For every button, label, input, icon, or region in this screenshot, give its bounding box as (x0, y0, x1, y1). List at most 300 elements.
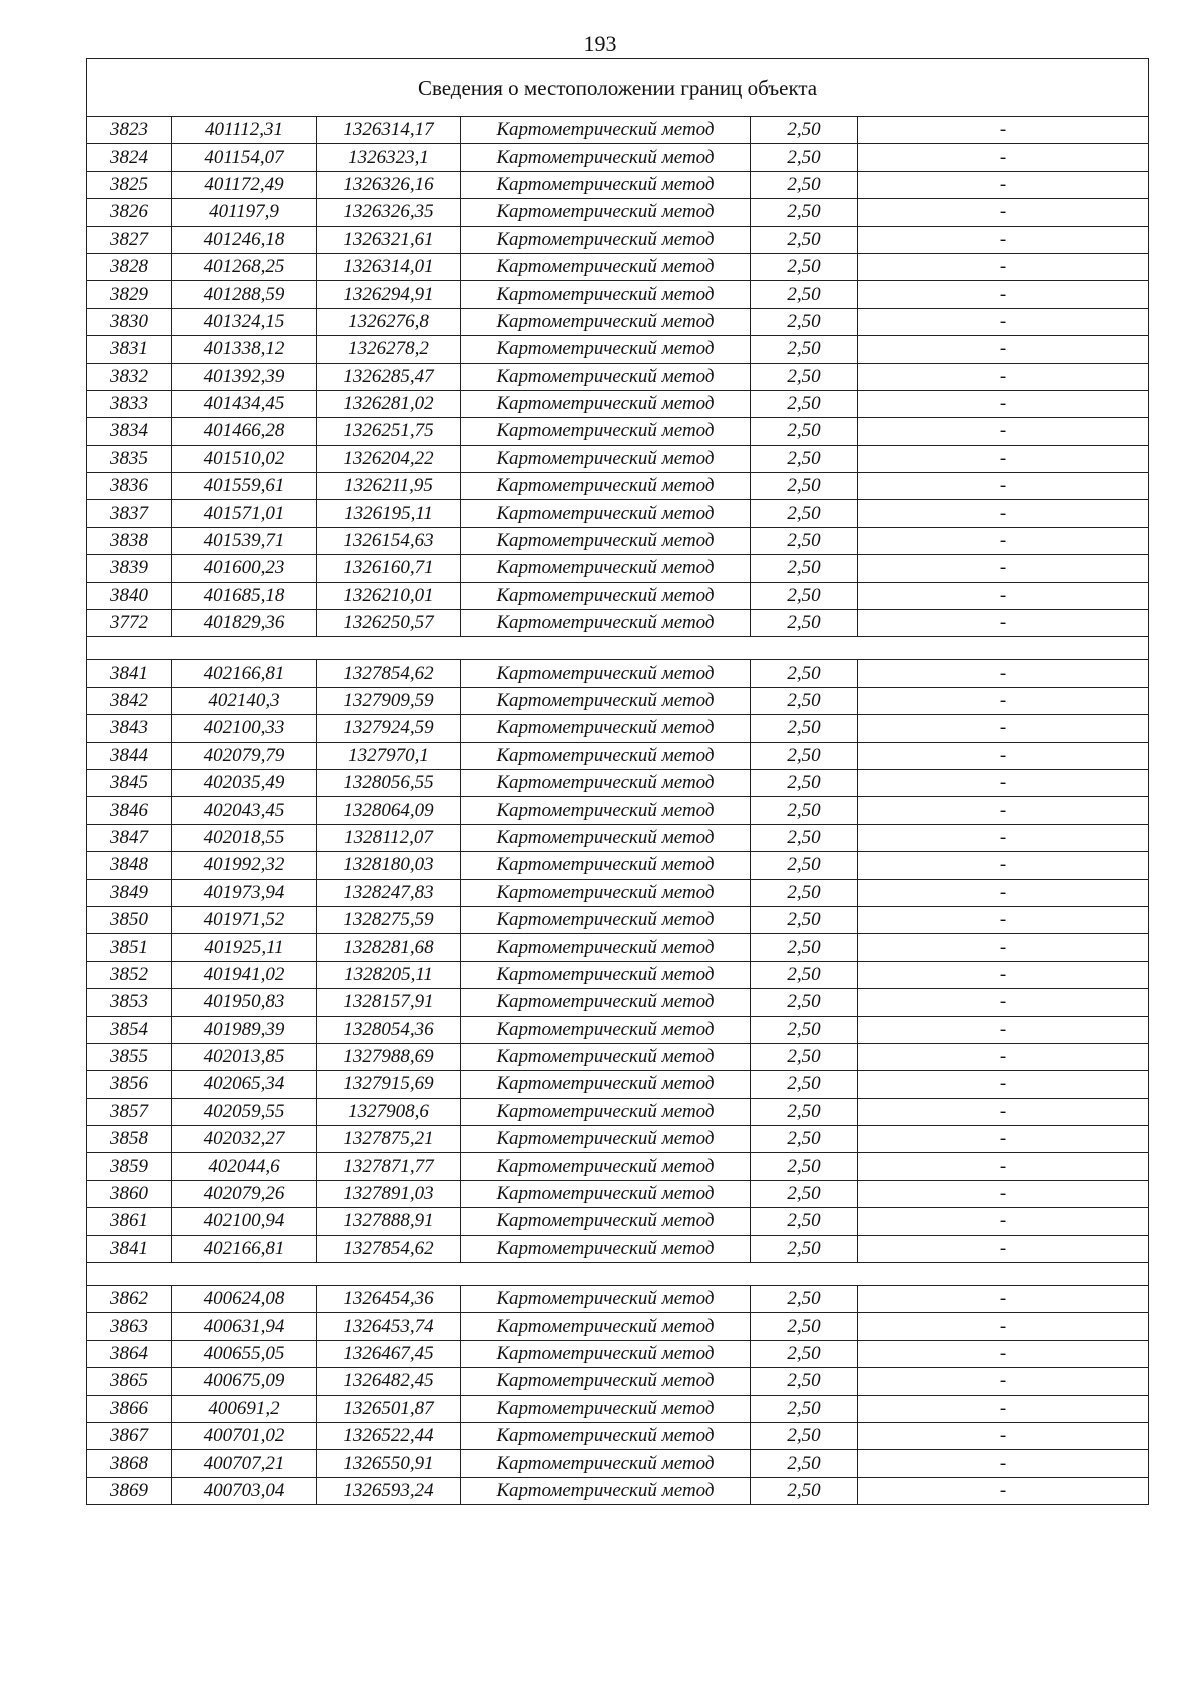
description-cell: - (858, 660, 1149, 687)
description-cell: - (858, 253, 1149, 280)
y-coordinate-cell: 1328056,55 (317, 769, 461, 796)
x-coordinate-cell: 401941,02 (172, 961, 317, 988)
accuracy-cell: 2,50 (751, 1286, 858, 1313)
description-cell: - (858, 473, 1149, 500)
x-coordinate-cell: 401973,94 (172, 879, 317, 906)
y-coordinate-cell: 1327871,77 (317, 1153, 461, 1180)
description-cell: - (858, 1450, 1149, 1477)
table-row (87, 117, 1149, 144)
method-cell: Картометрический метод (461, 1313, 751, 1340)
table-row (87, 1368, 1149, 1395)
y-coordinate-cell: 1328112,07 (317, 824, 461, 851)
table-row (87, 390, 1149, 417)
x-coordinate-cell: 402018,55 (172, 824, 317, 851)
group-separator (87, 637, 1149, 660)
x-coordinate-cell: 401992,32 (172, 852, 317, 879)
accuracy-cell: 2,50 (751, 1180, 858, 1207)
method-cell: Картометрический метод (461, 1153, 751, 1180)
y-coordinate-cell: 1326314,17 (317, 117, 461, 144)
point-number-cell: 3827 (87, 226, 172, 253)
y-coordinate-cell: 1328054,36 (317, 1016, 461, 1043)
table-row (87, 687, 1149, 714)
y-coordinate-cell: 1327988,69 (317, 1043, 461, 1070)
table-row (87, 961, 1149, 988)
point-number-cell: 3824 (87, 144, 172, 171)
description-cell: - (858, 1208, 1149, 1235)
method-cell: Картометрический метод (461, 1368, 751, 1395)
point-number-cell: 3839 (87, 555, 172, 582)
y-coordinate-cell: 1327854,62 (317, 1235, 461, 1262)
point-number-cell: 3861 (87, 1208, 172, 1235)
page-number: 193 (583, 31, 617, 56)
point-number-cell: 3862 (87, 1286, 172, 1313)
x-coordinate-cell: 402035,49 (172, 769, 317, 796)
method-cell: Картометрический метод (461, 336, 751, 363)
accuracy-cell: 2,50 (751, 715, 858, 742)
y-coordinate-cell: 1326454,36 (317, 1286, 461, 1313)
method-cell: Картометрический метод (461, 1477, 751, 1504)
x-coordinate-cell: 401246,18 (172, 226, 317, 253)
x-coordinate-cell: 401971,52 (172, 906, 317, 933)
method-cell: Картометрический метод (461, 1422, 751, 1449)
x-coordinate-cell: 400624,08 (172, 1286, 317, 1313)
description-cell: - (858, 336, 1149, 363)
point-number-cell: 3857 (87, 1098, 172, 1125)
point-number-cell: 3836 (87, 473, 172, 500)
table-row (87, 660, 1149, 687)
table-row (87, 1235, 1149, 1262)
table-row (87, 226, 1149, 253)
table-row (87, 742, 1149, 769)
accuracy-cell: 2,50 (751, 281, 858, 308)
method-cell: Картометрический метод (461, 715, 751, 742)
table-row (87, 610, 1149, 637)
x-coordinate-cell: 400675,09 (172, 1368, 317, 1395)
accuracy-cell: 2,50 (751, 934, 858, 961)
accuracy-cell: 2,50 (751, 1477, 858, 1504)
method-cell: Картометрический метод (461, 281, 751, 308)
y-coordinate-cell: 1326250,57 (317, 610, 461, 637)
description-cell: - (858, 1126, 1149, 1153)
description-cell: - (858, 1422, 1149, 1449)
y-coordinate-cell: 1328205,11 (317, 961, 461, 988)
description-cell: - (858, 1071, 1149, 1098)
y-coordinate-cell: 1327908,6 (317, 1098, 461, 1125)
point-number-cell: 3865 (87, 1368, 172, 1395)
table-row (87, 1450, 1149, 1477)
x-coordinate-cell: 402100,33 (172, 715, 317, 742)
description-cell: - (858, 742, 1149, 769)
accuracy-cell: 2,50 (751, 199, 858, 226)
table-row (87, 769, 1149, 796)
description-cell: - (858, 769, 1149, 796)
description-cell: - (858, 1340, 1149, 1367)
method-cell: Картометрический метод (461, 363, 751, 390)
point-number-cell: 3835 (87, 445, 172, 472)
x-coordinate-cell: 401268,25 (172, 253, 317, 280)
y-coordinate-cell: 1326251,75 (317, 418, 461, 445)
x-coordinate-cell: 401925,11 (172, 934, 317, 961)
description-cell: - (858, 852, 1149, 879)
accuracy-cell: 2,50 (751, 308, 858, 335)
table-row (87, 797, 1149, 824)
x-coordinate-cell: 402079,26 (172, 1180, 317, 1207)
y-coordinate-cell: 1328064,09 (317, 797, 461, 824)
table-row (87, 1477, 1149, 1504)
y-coordinate-cell: 1328281,68 (317, 934, 461, 961)
table-row (87, 906, 1149, 933)
method-cell: Картометрический метод (461, 660, 751, 687)
point-number-cell: 3837 (87, 500, 172, 527)
table-row (87, 1153, 1149, 1180)
x-coordinate-cell: 401539,71 (172, 527, 317, 554)
description-cell: - (858, 824, 1149, 851)
x-coordinate-cell: 402166,81 (172, 1235, 317, 1262)
method-cell: Картометрический метод (461, 500, 751, 527)
point-number-cell: 3859 (87, 1153, 172, 1180)
y-coordinate-cell: 1326211,95 (317, 473, 461, 500)
y-coordinate-cell: 1326276,8 (317, 308, 461, 335)
point-number-cell: 3830 (87, 308, 172, 335)
x-coordinate-cell: 401829,36 (172, 610, 317, 637)
x-coordinate-cell: 400703,04 (172, 1477, 317, 1504)
description-cell: - (858, 363, 1149, 390)
accuracy-cell: 2,50 (751, 1098, 858, 1125)
description-cell: - (858, 527, 1149, 554)
x-coordinate-cell: 400631,94 (172, 1313, 317, 1340)
y-coordinate-cell: 1326160,71 (317, 555, 461, 582)
table-row (87, 1422, 1149, 1449)
x-coordinate-cell: 401510,02 (172, 445, 317, 472)
method-cell: Картометрический метод (461, 390, 751, 417)
accuracy-cell: 2,50 (751, 336, 858, 363)
y-coordinate-cell: 1326550,91 (317, 1450, 461, 1477)
description-cell: - (858, 1477, 1149, 1504)
accuracy-cell: 2,50 (751, 500, 858, 527)
table-row (87, 1286, 1149, 1313)
method-cell: Картометрический метод (461, 1450, 751, 1477)
description-cell: - (858, 797, 1149, 824)
method-cell: Картометрический метод (461, 852, 751, 879)
table-row (87, 144, 1149, 171)
table-body (87, 59, 1149, 1505)
description-cell: - (858, 1098, 1149, 1125)
y-coordinate-cell: 1326501,87 (317, 1395, 461, 1422)
table-row (87, 1098, 1149, 1125)
x-coordinate-cell: 402059,55 (172, 1098, 317, 1125)
point-number-cell: 3826 (87, 199, 172, 226)
description-cell: - (858, 961, 1149, 988)
accuracy-cell: 2,50 (751, 1422, 858, 1449)
accuracy-cell: 2,50 (751, 1126, 858, 1153)
y-coordinate-cell: 1327909,59 (317, 687, 461, 714)
table-row (87, 199, 1149, 226)
x-coordinate-cell: 402032,27 (172, 1126, 317, 1153)
y-coordinate-cell: 1326321,61 (317, 226, 461, 253)
table-row (87, 473, 1149, 500)
x-coordinate-cell: 401324,15 (172, 308, 317, 335)
description-cell: - (858, 308, 1149, 335)
y-coordinate-cell: 1326323,1 (317, 144, 461, 171)
method-cell: Картометрический метод (461, 824, 751, 851)
description-cell: - (858, 390, 1149, 417)
accuracy-cell: 2,50 (751, 879, 858, 906)
x-coordinate-cell: 401559,61 (172, 473, 317, 500)
y-coordinate-cell: 1328247,83 (317, 879, 461, 906)
y-coordinate-cell: 1327915,69 (317, 1071, 461, 1098)
y-coordinate-cell: 1326210,01 (317, 582, 461, 609)
table-row (87, 582, 1149, 609)
point-number-cell: 3843 (87, 715, 172, 742)
point-number-cell: 3868 (87, 1450, 172, 1477)
x-coordinate-cell: 402013,85 (172, 1043, 317, 1070)
x-coordinate-cell: 401338,12 (172, 336, 317, 363)
method-cell: Картометрический метод (461, 144, 751, 171)
method-cell: Картометрический метод (461, 879, 751, 906)
x-coordinate-cell: 402140,3 (172, 687, 317, 714)
y-coordinate-cell: 1326453,74 (317, 1313, 461, 1340)
y-coordinate-cell: 1326195,11 (317, 500, 461, 527)
point-number-cell: 3828 (87, 253, 172, 280)
method-cell: Картометрический метод (461, 582, 751, 609)
accuracy-cell: 2,50 (751, 1208, 858, 1235)
accuracy-cell: 2,50 (751, 769, 858, 796)
point-number-cell: 3847 (87, 824, 172, 851)
point-number-cell: 3853 (87, 989, 172, 1016)
y-coordinate-cell: 1328180,03 (317, 852, 461, 879)
y-coordinate-cell: 1326154,63 (317, 527, 461, 554)
method-cell: Картометрический метод (461, 1098, 751, 1125)
x-coordinate-cell: 401950,83 (172, 989, 317, 1016)
point-number-cell: 3866 (87, 1395, 172, 1422)
method-cell: Картометрический метод (461, 418, 751, 445)
description-cell: - (858, 199, 1149, 226)
y-coordinate-cell: 1327891,03 (317, 1180, 461, 1207)
table-row (87, 1180, 1149, 1207)
table-row (87, 1208, 1149, 1235)
accuracy-cell: 2,50 (751, 390, 858, 417)
point-number-cell: 3860 (87, 1180, 172, 1207)
method-cell: Картометрический метод (461, 742, 751, 769)
table-row (87, 281, 1149, 308)
table-row (87, 852, 1149, 879)
description-cell: - (858, 687, 1149, 714)
method-cell: Картометрический метод (461, 117, 751, 144)
method-cell: Картометрический метод (461, 797, 751, 824)
x-coordinate-cell: 401112,31 (172, 117, 317, 144)
point-number-cell: 3867 (87, 1422, 172, 1449)
table-row (87, 555, 1149, 582)
description-cell: - (858, 906, 1149, 933)
table-row (87, 1340, 1149, 1367)
y-coordinate-cell: 1327854,62 (317, 660, 461, 687)
accuracy-cell: 2,50 (751, 117, 858, 144)
x-coordinate-cell: 402100,94 (172, 1208, 317, 1235)
table-row (87, 336, 1149, 363)
x-coordinate-cell: 401392,39 (172, 363, 317, 390)
table-row (87, 1071, 1149, 1098)
y-coordinate-cell: 1327875,21 (317, 1126, 461, 1153)
description-cell: - (858, 1016, 1149, 1043)
point-number-cell: 3834 (87, 418, 172, 445)
y-coordinate-cell: 1327888,91 (317, 1208, 461, 1235)
accuracy-cell: 2,50 (751, 797, 858, 824)
y-coordinate-cell: 1326482,45 (317, 1368, 461, 1395)
table-row (87, 253, 1149, 280)
description-cell: - (858, 610, 1149, 637)
x-coordinate-cell: 401571,01 (172, 500, 317, 527)
method-cell: Картометрический метод (461, 989, 751, 1016)
method-cell: Картометрический метод (461, 1208, 751, 1235)
accuracy-cell: 2,50 (751, 824, 858, 851)
accuracy-cell: 2,50 (751, 1368, 858, 1395)
point-number-cell: 3864 (87, 1340, 172, 1367)
accuracy-cell: 2,50 (751, 1340, 858, 1367)
description-cell: - (858, 582, 1149, 609)
accuracy-cell: 2,50 (751, 742, 858, 769)
table-row (87, 500, 1149, 527)
y-coordinate-cell: 1326467,45 (317, 1340, 461, 1367)
y-coordinate-cell: 1326522,44 (317, 1422, 461, 1449)
x-coordinate-cell: 401154,07 (172, 144, 317, 171)
point-number-cell: 3852 (87, 961, 172, 988)
description-cell: - (858, 1043, 1149, 1070)
accuracy-cell: 2,50 (751, 852, 858, 879)
point-number-cell: 3841 (87, 660, 172, 687)
method-cell: Картометрический метод (461, 1071, 751, 1098)
point-number-cell: 3858 (87, 1126, 172, 1153)
accuracy-cell: 2,50 (751, 660, 858, 687)
point-number-cell: 3772 (87, 610, 172, 637)
x-coordinate-cell: 402043,45 (172, 797, 317, 824)
table-row (87, 171, 1149, 198)
method-cell: Картометрический метод (461, 199, 751, 226)
accuracy-cell: 2,50 (751, 1043, 858, 1070)
x-coordinate-cell: 401989,39 (172, 1016, 317, 1043)
point-number-cell: 3851 (87, 934, 172, 961)
accuracy-cell: 2,50 (751, 253, 858, 280)
y-coordinate-cell: 1326326,16 (317, 171, 461, 198)
y-coordinate-cell: 1328275,59 (317, 906, 461, 933)
description-cell: - (858, 934, 1149, 961)
y-coordinate-cell: 1328157,91 (317, 989, 461, 1016)
y-coordinate-cell: 1326278,2 (317, 336, 461, 363)
table-row (87, 308, 1149, 335)
y-coordinate-cell: 1326314,01 (317, 253, 461, 280)
accuracy-cell: 2,50 (751, 445, 858, 472)
method-cell: Картометрический метод (461, 769, 751, 796)
description-cell: - (858, 445, 1149, 472)
method-cell: Картометрический метод (461, 1016, 751, 1043)
y-coordinate-cell: 1327924,59 (317, 715, 461, 742)
method-cell: Картометрический метод (461, 253, 751, 280)
table-row (87, 445, 1149, 472)
description-cell: - (858, 879, 1149, 906)
point-number-cell: 3841 (87, 1235, 172, 1262)
description-cell: - (858, 117, 1149, 144)
x-coordinate-cell: 401288,59 (172, 281, 317, 308)
point-number-cell: 3844 (87, 742, 172, 769)
point-number-cell: 3863 (87, 1313, 172, 1340)
description-cell: - (858, 281, 1149, 308)
accuracy-cell: 2,50 (751, 473, 858, 500)
accuracy-cell: 2,50 (751, 1153, 858, 1180)
y-coordinate-cell: 1326204,22 (317, 445, 461, 472)
table-row (87, 934, 1149, 961)
table-row (87, 363, 1149, 390)
description-cell: - (858, 418, 1149, 445)
accuracy-cell: 2,50 (751, 555, 858, 582)
method-cell: Картометрический метод (461, 1286, 751, 1313)
x-coordinate-cell: 402079,79 (172, 742, 317, 769)
method-cell: Картометрический метод (461, 610, 751, 637)
boundary-coordinates-table (86, 58, 1149, 1505)
description-cell: - (858, 989, 1149, 1016)
point-number-cell: 3829 (87, 281, 172, 308)
y-coordinate-cell: 1326326,35 (317, 199, 461, 226)
table-row (87, 989, 1149, 1016)
description-cell: - (858, 555, 1149, 582)
method-cell: Картометрический метод (461, 1395, 751, 1422)
group-separator-row (87, 1263, 1149, 1286)
group-separator-row (87, 637, 1149, 660)
table-row (87, 1313, 1149, 1340)
description-cell: - (858, 1368, 1149, 1395)
point-number-cell: 3838 (87, 527, 172, 554)
method-cell: Картометрический метод (461, 555, 751, 582)
description-cell: - (858, 226, 1149, 253)
description-cell: - (858, 1153, 1149, 1180)
y-coordinate-cell: 1326281,02 (317, 390, 461, 417)
method-cell: Картометрический метод (461, 527, 751, 554)
description-cell: - (858, 171, 1149, 198)
accuracy-cell: 2,50 (751, 610, 858, 637)
point-number-cell: 3842 (87, 687, 172, 714)
method-cell: Картометрический метод (461, 687, 751, 714)
x-coordinate-cell: 401197,9 (172, 199, 317, 226)
method-cell: Картометрический метод (461, 1340, 751, 1367)
table-row (87, 1126, 1149, 1153)
x-coordinate-cell: 400691,2 (172, 1395, 317, 1422)
accuracy-cell: 2,50 (751, 144, 858, 171)
table-row (87, 1043, 1149, 1070)
method-cell: Картометрический метод (461, 934, 751, 961)
description-cell: - (858, 500, 1149, 527)
y-coordinate-cell: 1326593,24 (317, 1477, 461, 1504)
table-row (87, 1016, 1149, 1043)
point-number-cell: 3840 (87, 582, 172, 609)
x-coordinate-cell: 400707,21 (172, 1450, 317, 1477)
accuracy-cell: 2,50 (751, 363, 858, 390)
point-number-cell: 3850 (87, 906, 172, 933)
accuracy-cell: 2,50 (751, 906, 858, 933)
x-coordinate-cell: 402044,6 (172, 1153, 317, 1180)
method-cell: Картометрический метод (461, 961, 751, 988)
description-cell: - (858, 715, 1149, 742)
description-cell: - (858, 1395, 1149, 1422)
table-row (87, 715, 1149, 742)
accuracy-cell: 2,50 (751, 171, 858, 198)
accuracy-cell: 2,50 (751, 687, 858, 714)
point-number-cell: 3845 (87, 769, 172, 796)
accuracy-cell: 2,50 (751, 418, 858, 445)
table-title-row (87, 59, 1149, 117)
method-cell: Картометрический метод (461, 1126, 751, 1153)
accuracy-cell: 2,50 (751, 1235, 858, 1262)
x-coordinate-cell: 401685,18 (172, 582, 317, 609)
accuracy-cell: 2,50 (751, 582, 858, 609)
accuracy-cell: 2,50 (751, 1395, 858, 1422)
